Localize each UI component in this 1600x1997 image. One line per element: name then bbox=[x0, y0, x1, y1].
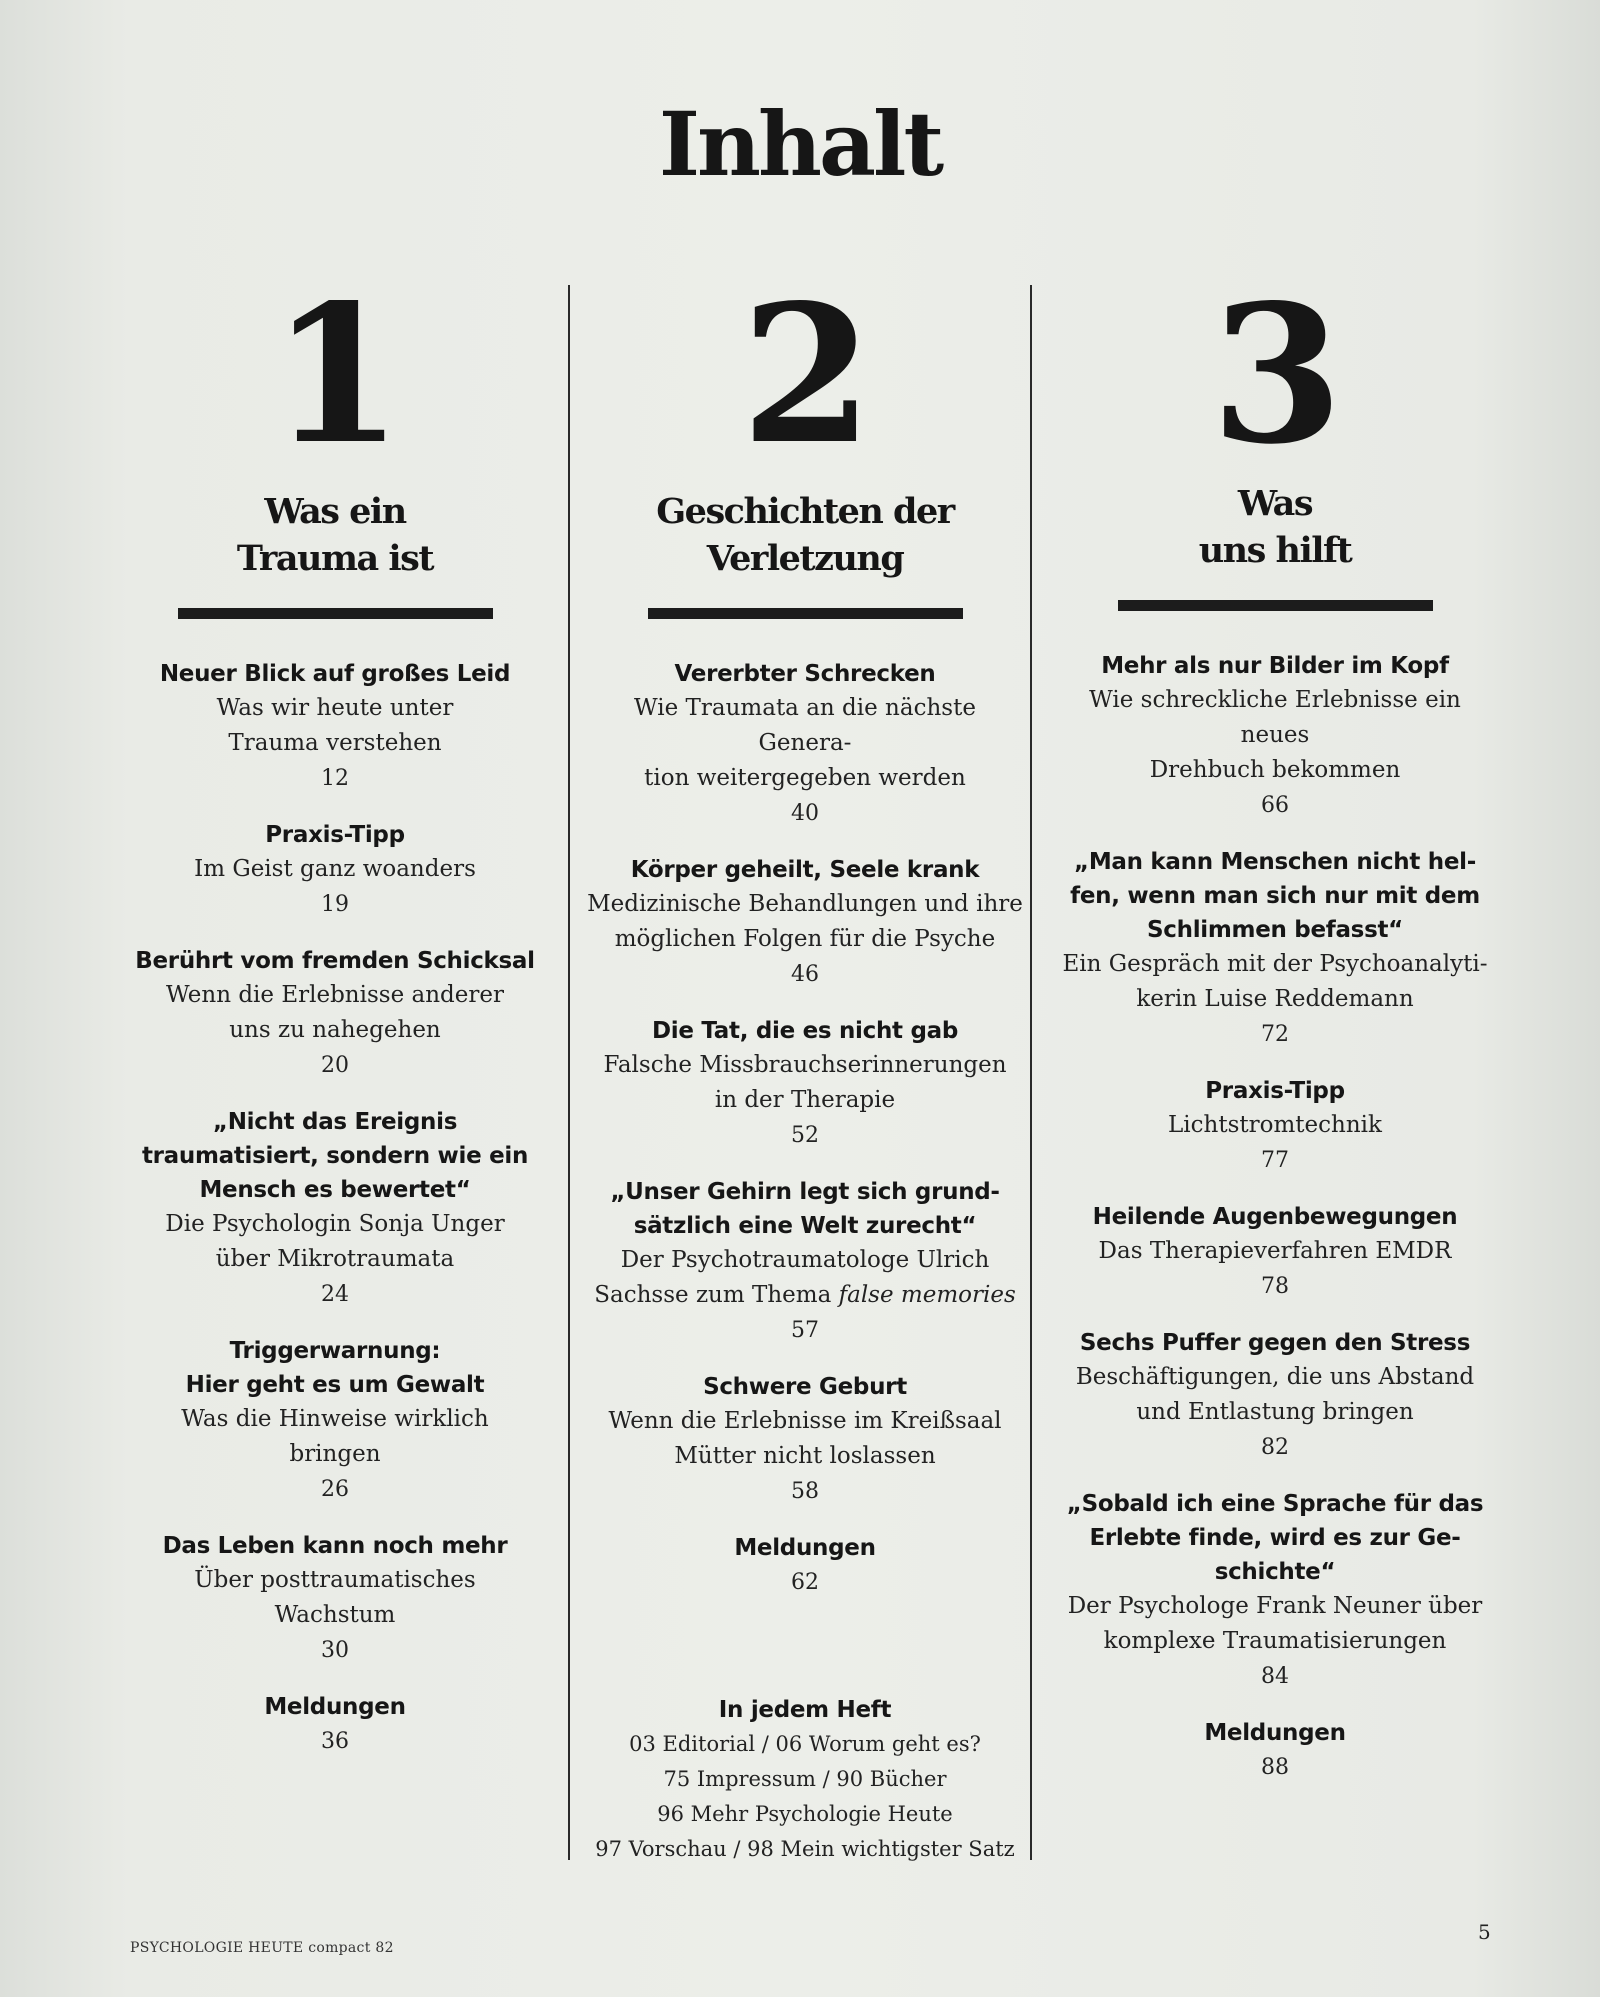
entry-page-number: 72 bbox=[1261, 1022, 1289, 1047]
entry-description-line: Ein Gespräch mit der Psychoanalyti- bbox=[1062, 951, 1488, 977]
toc-entries bbox=[585, 657, 1025, 1600]
entry-description-italic: false memories bbox=[838, 1282, 1016, 1308]
entry-description-line: Trauma verstehen bbox=[228, 730, 442, 756]
toc-entry bbox=[135, 1105, 535, 1312]
toc-entry bbox=[1055, 1487, 1495, 1694]
entry-page-number: 84 bbox=[1261, 1664, 1289, 1689]
entry-title-line: Meldungen bbox=[734, 1535, 876, 1561]
section-title-line: Was bbox=[1237, 483, 1313, 524]
column-divider-right bbox=[1030, 285, 1032, 1860]
toc-entry bbox=[135, 1690, 535, 1759]
entry-title-line: „Man kann Menschen nicht hel- bbox=[1074, 849, 1476, 875]
section-title-line: Was ein bbox=[264, 491, 406, 532]
in-jedem-heft bbox=[585, 1693, 1025, 1867]
in-jedem-heft-line: 75 Impressum / 90 Bücher bbox=[663, 1767, 947, 1791]
toc-entries bbox=[135, 657, 535, 1759]
section-rule bbox=[178, 608, 493, 619]
in-jedem-heft-line: 97 Vorschau / 98 Mein wichtigster Satz bbox=[595, 1837, 1015, 1861]
entry-description-line: tion weitergegeben werden bbox=[644, 765, 966, 791]
entry-title-line: Erlebte finde, wird es zur Ge- bbox=[1089, 1525, 1461, 1551]
entry-description-line: Wie Traumata an die nächste Genera- bbox=[634, 695, 976, 756]
toc-entry bbox=[585, 853, 1025, 992]
entry-title-line: Die Tat, die es nicht gab bbox=[651, 1018, 959, 1044]
entry-title-line: Triggerwarnung: bbox=[229, 1338, 441, 1364]
entry-description-line: komplexe Traumatisierungen bbox=[1103, 1628, 1447, 1654]
section-title-line: Trauma ist bbox=[236, 538, 434, 579]
entry-title-line: Vererbter Schrecken bbox=[674, 661, 936, 687]
section-title-line: Verletzung bbox=[706, 538, 904, 579]
toc-entry bbox=[135, 1529, 535, 1668]
entry-description-line: Lichtstromtechnik bbox=[1168, 1112, 1382, 1138]
column-divider-left bbox=[568, 285, 570, 1860]
entry-title-line: fen, wenn man sich nur mit dem bbox=[1070, 883, 1480, 909]
entry-description-line: Wenn die Erlebnisse anderer bbox=[166, 982, 504, 1008]
entry-title-line: Körper geheilt, Seele krank bbox=[630, 857, 980, 883]
entry-description-line: Beschäftigungen, die uns Abstand bbox=[1075, 1364, 1475, 1390]
toc-entry bbox=[1055, 845, 1495, 1052]
entry-page-number: 58 bbox=[791, 1479, 819, 1504]
entry-page-number: 62 bbox=[791, 1570, 819, 1595]
section-column-1 bbox=[135, 263, 535, 1781]
entry-description-line: Mütter nicht loslassen bbox=[674, 1443, 936, 1469]
entry-page-number: 77 bbox=[1261, 1148, 1289, 1173]
entry-description-line: Was wir heute unter bbox=[216, 695, 454, 721]
entry-title-line: Sechs Puffer gegen den Stress bbox=[1079, 1330, 1471, 1356]
entry-page-number: 40 bbox=[791, 801, 819, 826]
toc-entry bbox=[1055, 1716, 1495, 1785]
section-rule bbox=[1118, 600, 1433, 611]
entry-page-number: 36 bbox=[321, 1729, 349, 1754]
section-number: 3 bbox=[1210, 263, 1340, 486]
section-column-2 bbox=[585, 263, 1025, 1622]
entry-description-line: möglichen Folgen für die Psyche bbox=[614, 926, 996, 952]
entry-description-line: Der Psychotraumatologe Ulrich bbox=[620, 1247, 990, 1273]
entry-page-number: 46 bbox=[791, 962, 819, 987]
toc-entry bbox=[585, 1370, 1025, 1509]
toc-entry bbox=[585, 657, 1025, 831]
entry-title-line: Berührt vom fremden Schicksal bbox=[135, 948, 535, 974]
entry-page-number: 57 bbox=[791, 1318, 819, 1343]
entry-title-line: Praxis-Tipp bbox=[265, 822, 405, 848]
entry-page-number: 88 bbox=[1261, 1755, 1289, 1780]
entry-description-line: Falsche Missbrauchserinnerungen bbox=[603, 1052, 1007, 1078]
entry-title-line: Mehr als nur Bilder im Kopf bbox=[1101, 653, 1449, 679]
entry-title-line: Schlimmen befasst“ bbox=[1147, 917, 1403, 943]
entry-title-line: Neuer Blick auf großes Leid bbox=[159, 661, 511, 687]
toc-entries bbox=[1055, 649, 1495, 1785]
entry-description-line: und Entlastung bringen bbox=[1136, 1399, 1414, 1425]
entry-title-line: Praxis-Tipp bbox=[1205, 1078, 1345, 1104]
toc-entry bbox=[1055, 1326, 1495, 1465]
section-number: 2 bbox=[740, 263, 870, 486]
entry-description-line: Im Geist ganz woanders bbox=[194, 856, 476, 882]
entry-description-line: in der Therapie bbox=[714, 1087, 896, 1113]
entry-description-line bbox=[585, 1278, 1025, 1313]
entry-description-line: Die Psychologin Sonja Unger bbox=[165, 1211, 505, 1237]
entry-title-line: Schwere Geburt bbox=[703, 1374, 907, 1400]
entry-page-number: 26 bbox=[321, 1477, 349, 1502]
section-title bbox=[1055, 480, 1495, 574]
page-number: 5 bbox=[1478, 1920, 1491, 1944]
entry-description-text: Sachsse zum Thema bbox=[594, 1282, 839, 1308]
entry-title-line: sätzlich eine Welt zurecht“ bbox=[633, 1213, 977, 1239]
entry-title-line: traumatisiert, sondern wie ein bbox=[141, 1143, 529, 1169]
section-title-line: Geschichten der bbox=[656, 491, 954, 532]
entry-description-line: Der Psychologe Frank Neuner über bbox=[1067, 1593, 1483, 1619]
entry-page-number: 24 bbox=[321, 1282, 349, 1307]
entry-title-line: „Sobald ich eine Sprache für das bbox=[1066, 1491, 1484, 1517]
toc-entry bbox=[135, 657, 535, 796]
entry-description-line: Was die Hinweise wirklich bringen bbox=[181, 1406, 489, 1467]
page-title: Inhalt bbox=[658, 92, 942, 196]
entry-description-line: Das Therapieverfahren EMDR bbox=[1098, 1238, 1452, 1264]
entry-title-line: Mensch es bewertet“ bbox=[199, 1177, 471, 1203]
entry-title-line: „Nicht das Ereignis bbox=[212, 1109, 458, 1135]
entry-description-line: Wie schreckliche Erlebnisse ein neues bbox=[1089, 687, 1461, 748]
entry-description-line: uns zu nahegehen bbox=[229, 1017, 441, 1043]
section-column-3 bbox=[1055, 263, 1495, 1807]
toc-entry bbox=[135, 1334, 535, 1507]
entry-description-line: kerin Luise Reddemann bbox=[1136, 986, 1414, 1012]
entry-page-number: 82 bbox=[1261, 1435, 1289, 1460]
entry-page-number: 66 bbox=[1261, 793, 1289, 818]
entry-title-line: Das Leben kann noch mehr bbox=[162, 1533, 508, 1559]
entry-description-line: Medizinische Behandlungen und ihre bbox=[587, 891, 1023, 917]
in-jedem-heft-line: 96 Mehr Psychologie Heute bbox=[657, 1802, 953, 1826]
entry-title-line: Meldungen bbox=[1204, 1720, 1346, 1746]
toc-entry bbox=[135, 944, 535, 1083]
entry-description-line: Wenn die Erlebnisse im Kreißsaal bbox=[608, 1408, 1002, 1434]
section-rule bbox=[648, 608, 963, 619]
in-jedem-heft-line: 03 Editorial / 06 Worum geht es? bbox=[629, 1732, 981, 1756]
section-number: 1 bbox=[270, 263, 400, 486]
entry-page-number: 19 bbox=[321, 892, 349, 917]
entry-page-number: 78 bbox=[1261, 1274, 1289, 1299]
entry-title-line: „Unser Gehirn legt sich grund- bbox=[610, 1179, 1000, 1205]
section-title-line: uns hilft bbox=[1198, 530, 1352, 571]
entry-title-line: Heilende Augenbewegungen bbox=[1092, 1204, 1458, 1230]
section-title bbox=[135, 488, 535, 582]
section-title bbox=[585, 488, 1025, 582]
toc-entry bbox=[585, 1014, 1025, 1153]
toc-entry bbox=[1055, 1074, 1495, 1178]
toc-entry bbox=[1055, 649, 1495, 823]
entry-description-line: Drehbuch bekommen bbox=[1149, 757, 1401, 783]
entry-page-number: 20 bbox=[321, 1053, 349, 1078]
entry-title-line: Hier geht es um Gewalt bbox=[185, 1372, 485, 1398]
entry-title-line: Meldungen bbox=[264, 1694, 406, 1720]
entry-page-number: 52 bbox=[791, 1123, 819, 1148]
in-jedem-heft-title: In jedem Heft bbox=[718, 1697, 892, 1723]
toc-entry bbox=[585, 1175, 1025, 1348]
toc-entry bbox=[585, 1531, 1025, 1600]
entry-page-number: 12 bbox=[321, 766, 349, 791]
entry-description-line: über Mikrotraumata bbox=[215, 1246, 455, 1272]
toc-entry bbox=[1055, 1200, 1495, 1304]
entry-title-line: schichte“ bbox=[1214, 1559, 1336, 1585]
entry-page-number: 30 bbox=[321, 1638, 349, 1663]
toc-entry bbox=[135, 818, 535, 922]
entry-description-line: Über posttraumatisches Wachstum bbox=[194, 1567, 476, 1628]
magazine-footer: PSYCHOLOGIE HEUTE compact 82 bbox=[130, 1940, 394, 1956]
